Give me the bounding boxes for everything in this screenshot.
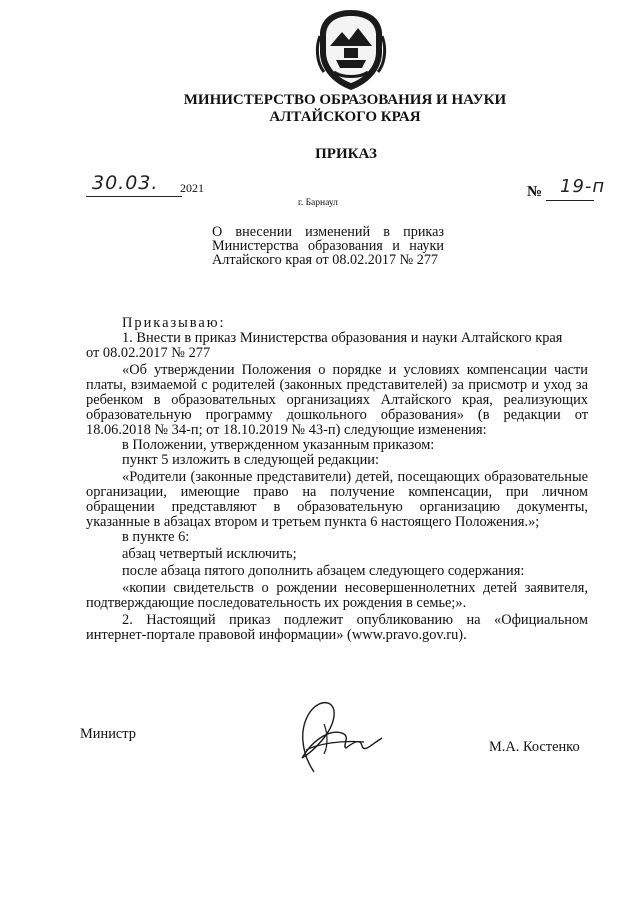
document-type-title: ПРИКАЗ (315, 146, 377, 162)
city-label: г. Барнаул (298, 198, 338, 208)
paragraph-6: в пункте 6: (122, 529, 190, 545)
signatory-name: М.А. Костенко (489, 739, 580, 755)
ministry-line-2: АЛТАЙСКОГО КРАЯ (269, 109, 421, 125)
paragraph-10: 2. Настоящий приказ подлежит опубликованию на «Официальном интернет-портале правовой информации» (www.pravo.gov.ru). (86, 612, 588, 643)
order-body (86, 316, 588, 643)
paragraph-3: в Положении, утвержденном указанным приказом: (122, 437, 435, 453)
coat-of-arms-emblem (314, 6, 388, 92)
paragraph-9: «копии свидетельств о рождении несовершеннолетних детей заявителя, подтверждающие последовательность их рождения в семье;». (86, 580, 588, 611)
ministry-name (0, 92, 640, 126)
paragraph-2: «Об утверждении Положения о порядке и условиях компенсации части платы, взимаемой с родителей (законных представителей) за присмотр и уход за ребенком в образовательных организациях Алтайского края, реализующих образовательную программу дошкольного образования» (в редакции от 18.06.2018 № 34-п; от 18.10.2019 № 43-п) следующие изменения: (86, 362, 588, 438)
handwritten-date: 30.03. (92, 172, 159, 194)
ministry-line-1: МИНИСТЕРСТВО ОБРАЗОВАНИЯ И НАУКИ (183, 92, 507, 108)
date-year: 2021 (180, 181, 204, 195)
handwritten-signature (284, 694, 386, 778)
paragraph-7: абзац четвертый исключить; (122, 546, 297, 562)
handwritten-number: 19-п (560, 176, 606, 197)
order-subject: О внесении изменений в приказ Министерства образования и науки Алтайского края от 08.02.2017 № 277 (212, 224, 444, 268)
signatory-position: Министр (80, 726, 136, 742)
paragraph-1: 1. Внести в приказ Министерства образования и науки Алтайского края (122, 330, 563, 346)
paragraph-4: пункт 5 изложить в следующей редакции: (122, 452, 379, 468)
number-sign: № (527, 184, 543, 200)
paragraph-1-cont: от 08.02.2017 № 277 (86, 345, 211, 361)
paragraph-8: после абзаца пятого дополнить абзацем следующего содержания: (122, 563, 525, 579)
order-directive: Приказываю: (122, 315, 226, 331)
paragraph-5: «Родители (законные представители) детей, посещающих образовательные организации, имеющие право на получение компенсации, при личном обращении представляют в образовательную организацию документы, указанные в абзацах втором и третьем пункта 6 настоящего Положения.»; (86, 469, 588, 530)
